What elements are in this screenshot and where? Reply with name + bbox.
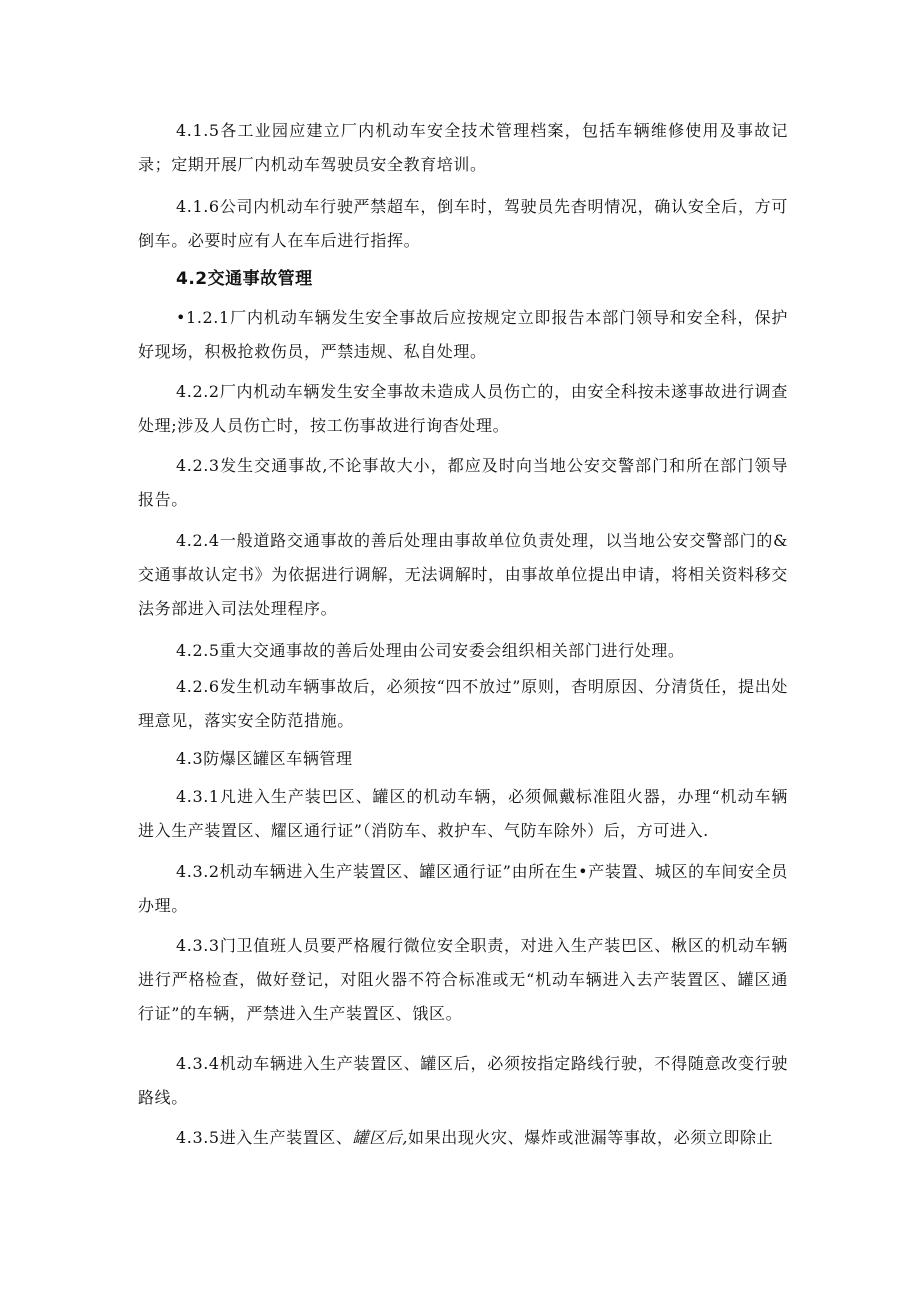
paragraph-4-1-6: 4.1.6公司内机动车行驶严禁超车，倒车时，驾驶员先杳明情况，确认安全后，方可倒车。必要时应有人在车后进行指挥。 [138, 197, 788, 250]
paragraph-4-3-4: 4.3.4机动车辆进入生产装置区、罐区后，必须按指定路线行驶，不得随意改变行驶路线。 [138, 1054, 788, 1107]
paragraph-4-2-4: 4.2.4一般道路交通事故的善后处理由事故单位负责处理，以当地公安交警部门的&交通事故认定书》为依据进行调解，无法调解时，由事故单位提出申请，将相关资料移交法务部进入司法处理程序。 [138, 531, 788, 618]
paragraph-4-3-5-start: 4.3.5进入生产装置区、 [176, 1128, 353, 1147]
paragraph-4-2-5: 4.2.5重大交通事故的善后处理由公司安委会组织相关部门进行处理。 [176, 641, 685, 660]
paragraph-4-3-5-end: 如果出现火灾、爆炸或泄漏等事故，必须立即除止 [408, 1128, 774, 1147]
paragraph-4-3-5-italic: 罐区后, [352, 1128, 409, 1147]
paragraph-4-3-5 [138, 1121, 788, 1155]
paragraph-4-3-1: 4.3.1凡进入生产装巴区、罐区的机动车辆，必须佩戴标准阻火器，办理“机动车辆进入生产装置区、耀区通行证”（消防车、救护车、气防车除外）后，方可进入. [138, 787, 788, 840]
section-heading-4-2: 4.2交通事故管理 [176, 269, 313, 289]
paragraph-4-2-6: 4.2.6发生机动车辆事故后，必须按“四不放过”原则，杳明原因、分清货任，提出处理意见，落实安全防范措施。 [138, 677, 788, 730]
section-heading-4-3: 4.3防爆区罐区车辆管理 [176, 749, 353, 768]
paragraph-4-3-2: 4.3.2机动车辆进入生产装置区、罐区通行证”由所在生•产装置、城区的车间安全员办理。 [138, 862, 788, 915]
paragraph-4-2-1: •1.2.1厂内机动车辆发生安全事故后应按规定立即报告本部门领导和安全科，保护好现场，积极抢救伤员，严禁违规、私自处理。 [138, 308, 788, 361]
paragraph-4-2-2: 4.2.2厂内机动车辆发生安全事故未造成人员伤亡的，由安全科按未遂事故进行调查处理;涉及人员伤亡时，按工伤事故进行询杳处理。 [138, 382, 788, 435]
paragraph-4-3-3: 4.3.3门卫值班人员要严格履行微位安全职责，对进入生产装巴区、楸区的机动车辆进行严格检查，做好登记，对阻火器不符合标准或无“机动车辆进入去产装置区、罐区通行证”的车辆，严禁进入生产装置区、饿区。 [138, 936, 788, 1023]
paragraph-4-1-5: 4.1.5各工业园应建立厂内机动车安全技术管理档案，包括车辆维修使用及事故记录；定期开展厂内机动车驾驶员安全教育培训。 [138, 121, 788, 174]
paragraph-4-2-3: 4.2.3发生交通事故,不论事故大小，都应及时向当地公安交警部门和所在部门领导报告。 [138, 456, 788, 509]
